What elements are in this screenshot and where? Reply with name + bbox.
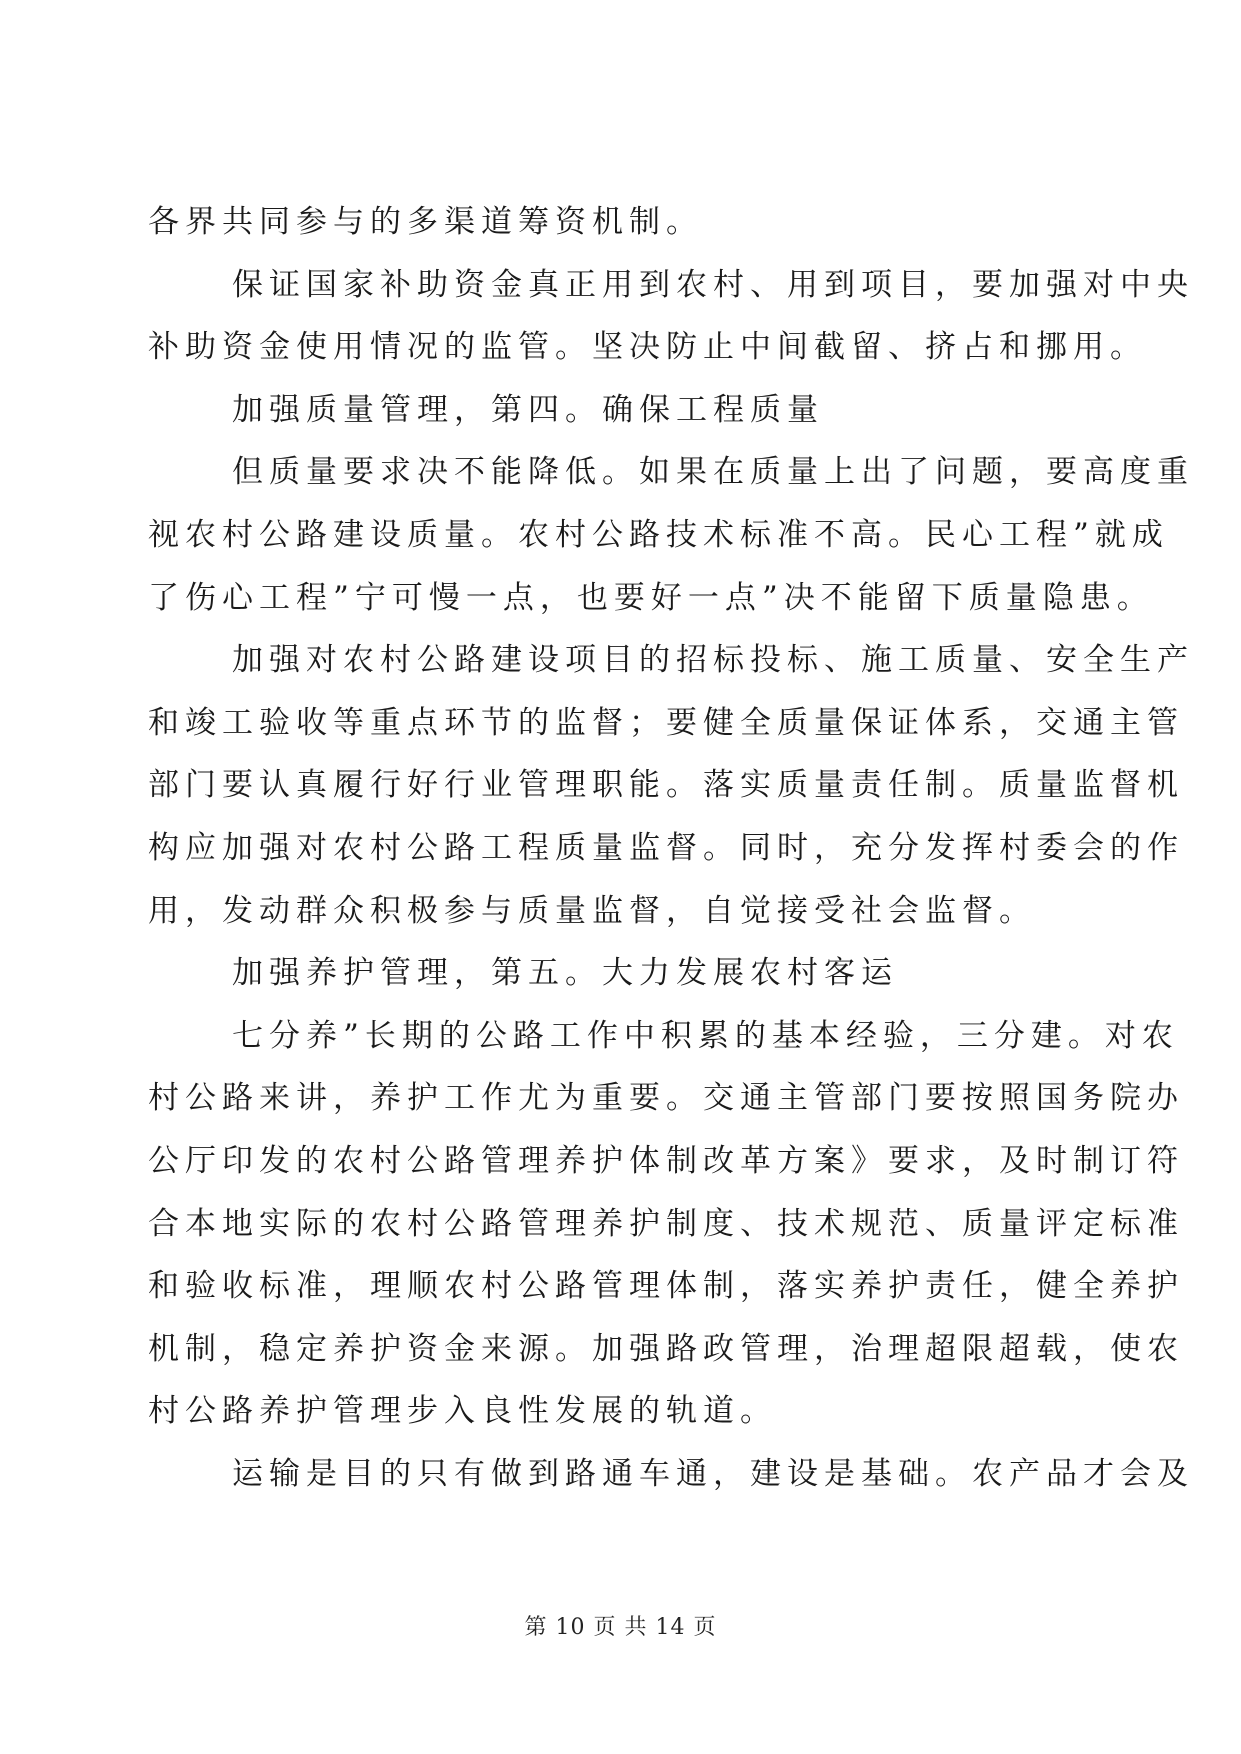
text-line: 各界共同参与的多渠道筹资机制。 [148, 204, 703, 240]
document-body [148, 191, 1194, 1505]
text-line: 村公路来讲，养护工作尤为重要。交通主管部门要按照国务院办 [148, 1080, 1184, 1117]
text-line: 补助资金使用情况的监管。坚决防止中间截留、挤占和挪用。 [148, 329, 1147, 366]
text-line: 公厅印发的农村公路管理养护体制改革方案》要求，及时制订符 [148, 1142, 1184, 1179]
text-line: 加强质量管理，第四。确保工程质量 [232, 391, 824, 428]
text-line: 了伤心工程”宁可慢一点，也要好一点”决不能留下质量隐患。 [148, 579, 1154, 616]
text-line: 和验收标准，理顺农村公路管理体制，落实养护责任，健全养护 [148, 1268, 1184, 1305]
text-line: 和竣工验收等重点环节的监督；要健全质量保证体系，交通主管 [148, 704, 1184, 741]
text-line: 加强养护管理，第五。大力发展农村客运 [232, 955, 898, 992]
text-line: 用，发动群众积极参与质量监督，自觉接受社会监督。 [148, 892, 1036, 929]
text-line: 保证国家补助资金真正用到农村、用到项目，要加强对中央 [232, 266, 1194, 303]
text-line: 合本地实际的农村公路管理养护制度、技术规范、质量评定标准 [148, 1205, 1184, 1242]
page-footer: 第 10 页 共 14 页 [524, 1615, 717, 1640]
text-line: 村公路养护管理步入良性发展的轨道。 [148, 1393, 777, 1430]
text-line: 机制，稳定养护资金来源。加强路政管理，治理超限超载，使农 [148, 1330, 1184, 1367]
text-line: 运输是目的只有做到路通车通，建设是基础。农产品才会及 [232, 1455, 1194, 1492]
text-line: 构应加强对农村公路工程质量监督。同时，充分发挥村委会的作 [148, 829, 1184, 866]
text-line: 视农村公路建设质量。农村公路技术标准不高。民心工程”就成 [148, 516, 1169, 553]
text-line: 七分养”长期的公路工作中积累的基本经验，三分建。对农 [232, 1017, 1179, 1054]
text-line: 部门要认真履行好行业管理职能。落实质量责任制。质量监督机 [148, 767, 1184, 804]
text-line: 加强对农村公路建设项目的招标投标、施工质量、安全生产 [232, 642, 1194, 679]
text-line: 但质量要求决不能降低。如果在质量上出了问题，要高度重 [232, 454, 1194, 491]
